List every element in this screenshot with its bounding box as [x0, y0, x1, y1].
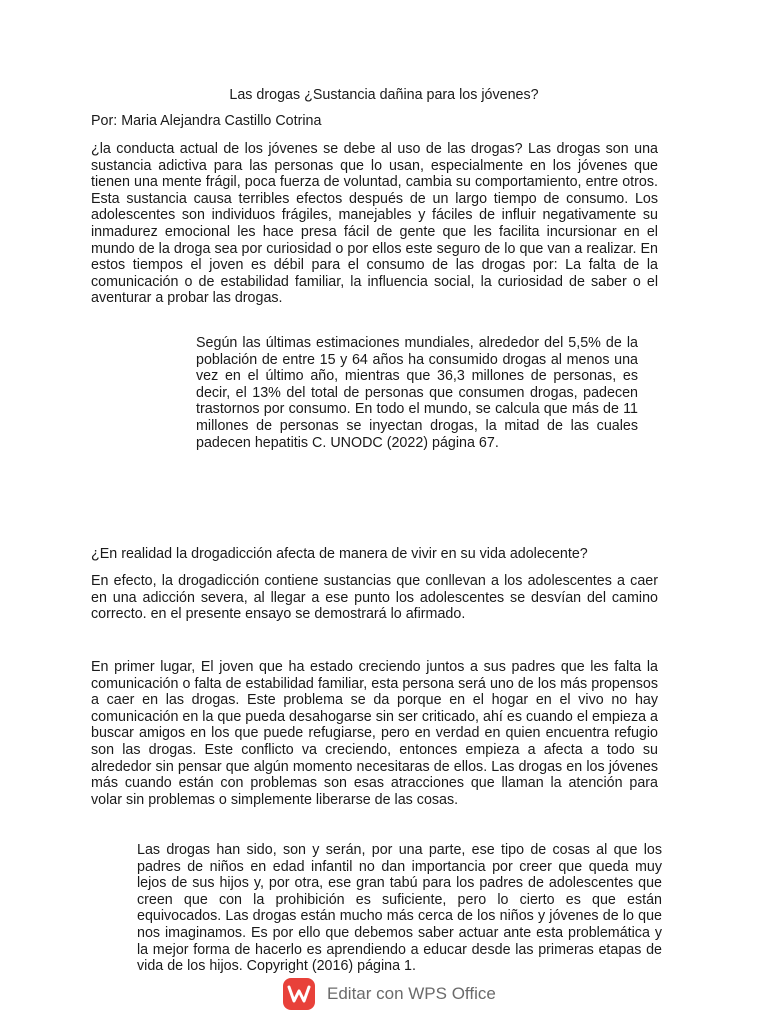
block-quote-copyright: Las drogas han sido, son y serán, por una parte, ese tipo de cosas al que los padres de niños en edad infantil no dan importancia por creer que queda muy lejos de sus hijos y, por otra, ese gran tabú para los padres de adolescentes que creen que con la prohibición es suficiente, pero lo cierto es que están equivocados. Las drogas están mucho más cerca de los niños y jóvenes de lo que nos imaginamos. Es por ello que debemos saber actuar ante esta problemática y la mejor forma de hacerlo es aprendiendo a educar desde las primeras etapas de vida de los hijos. Copyright (2016) página 1.	[137, 842, 662, 975]
wps-office-logo-icon	[283, 978, 315, 1010]
section-question: ¿En realidad la drogadicción afecta de manera de vivir en su vida adolecente?	[91, 546, 588, 562]
paragraph-thesis: En efecto, la drogadicción contiene sustancias que conllevan a los adolescentes a caer en una adicción severa, al llegar a ese punto los adolescentes se desvían del camino correcto. en el presente ensayo se demostrará lo afirmado.	[91, 573, 658, 623]
block-quote-unodc: Según las últimas estimaciones mundiales, alrededor del 5,5% de la población de entre 15 y 64 años ha consumido drogas al menos una vez en el último año, mientras que 36,3 millones de personas, es decir, el 13% del total de personas que consumen drogas, padecen trastornos por consumo. En todo el mundo, se calcula que más de 11 millones de personas se inyectan drogas, la mitad de las cuales padecen hepatitis C. UNODC (2022) página 67.	[196, 335, 638, 451]
paragraph-first-argument: En primer lugar, El joven que ha estado creciendo juntos a sus padres que les falta la comunicación o falta de estabilidad familiar, esta persona será uno de los más propensos a caer en las drogas. Este problema se da porque en el hogar en el vivo no hay comunicación en la que pueda desahogarse sin ser criticado, ahí es cuando el empieza a buscar amigos en los que puede refugiarse, pero en verdad en quien encuentra refugio son las drogas. Este conflicto va creciendo, entonces empieza a afecta a todo su alrededor sin pensar que algún momento necesitaras de ellos. Las drogas en los jóvenes más cuando están con problemas son esas atracciones que llaman la atención para volar sin problemas o simplemente liberarse de las cosas.	[91, 659, 658, 808]
intro-paragraph: ¿la conducta actual de los jóvenes se debe al uso de las drogas? Las drogas son una sustancia adictiva para las personas que lo usan, especialmente en los jóvenes que tienen una mente frágil, poca fuerza de voluntad, cambia su comportamiento, entre otros. Esta sustancia causa terribles efectos después de un largo tiempo de consumo. Los adolescentes son individuos frágiles, manejables y fáciles de influir negativamente su inmadurez emocional les hace presa fácil de gente que les facilita incursionar en el mundo de la droga sea por curiosidad o por ellos este seguro de lo que van a realizar. En estos tiempos el joven es débil para el consumo de las drogas por: La falta de la comunicación o de estabilidad familiar, la influencia social, la curiosidad de saber o el aventurar a probar las drogas.	[91, 141, 658, 307]
author-line: Por: Maria Alejandra Castillo Cotrina	[91, 113, 322, 129]
watermark-text: Editar con WPS Office	[327, 984, 496, 1003]
document-title: Las drogas ¿Sustancia dañina para los jóvenes?	[229, 87, 539, 103]
wps-watermark[interactable]	[283, 975, 496, 1013]
